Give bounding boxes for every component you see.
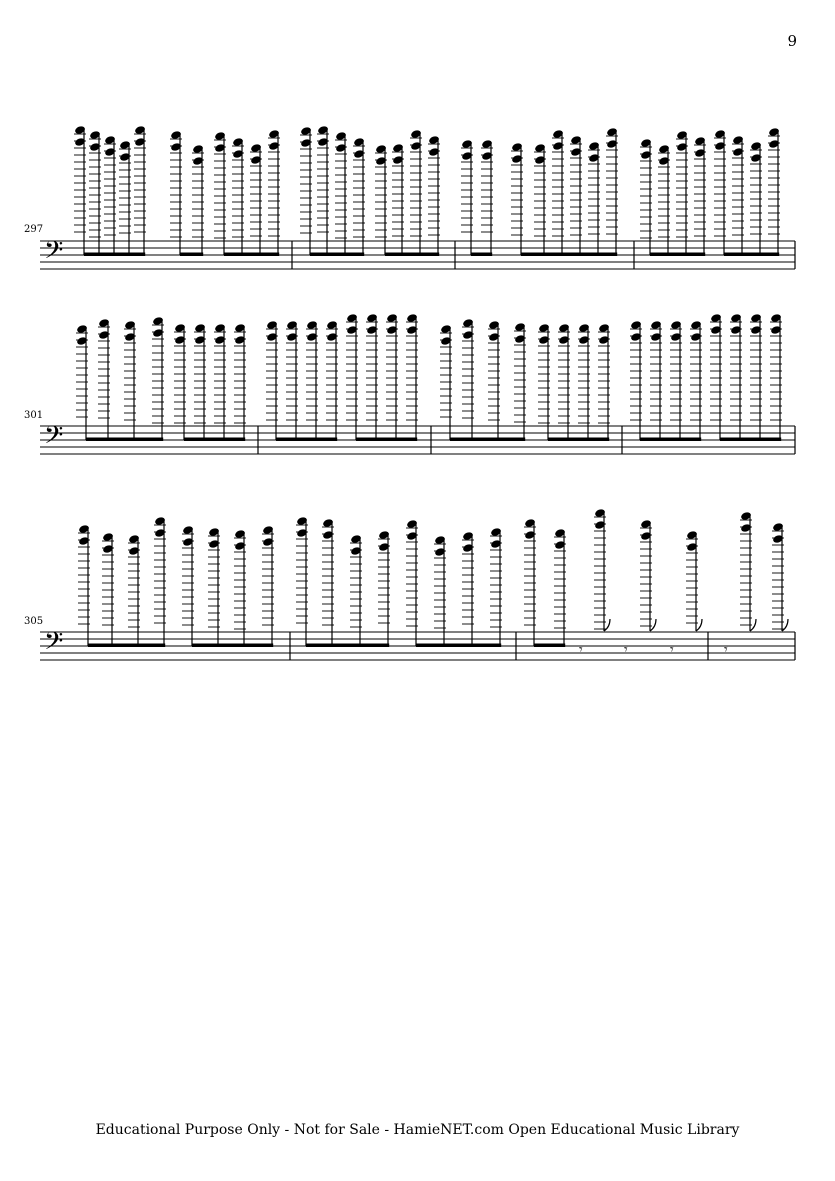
- staff-system-1: [0, 70, 835, 270]
- measure-number-297: 297: [24, 224, 44, 235]
- bass-clef-icon: 𝄢: [44, 236, 64, 271]
- rests: [579, 642, 728, 658]
- bass-clef-icon: 𝄢: [44, 627, 64, 662]
- measure-number-301: 301: [24, 410, 44, 421]
- page-number: 9: [787, 32, 797, 50]
- staff-system-2: [0, 255, 835, 455]
- eighth-rest-icon: 𝄾: [724, 642, 728, 658]
- staff-system-3: [0, 461, 835, 661]
- footer-text: Educational Purpose Only - Not for Sale - HamieNET.com Open Educational Music Library: [95, 1122, 740, 1138]
- notes-layer: [78, 516, 566, 647]
- eighth-rest-icon: 𝄾: [670, 642, 674, 658]
- eighth-rest-icon: 𝄾: [579, 642, 583, 658]
- bass-clef-icon: 𝄢: [44, 421, 64, 456]
- eighth-rest-icon: 𝄾: [624, 642, 628, 658]
- notes-layer: [76, 313, 782, 441]
- eighth-notes-layer: [594, 508, 788, 631]
- notes-layer: [74, 125, 780, 256]
- measure-number-305: 305: [24, 616, 44, 627]
